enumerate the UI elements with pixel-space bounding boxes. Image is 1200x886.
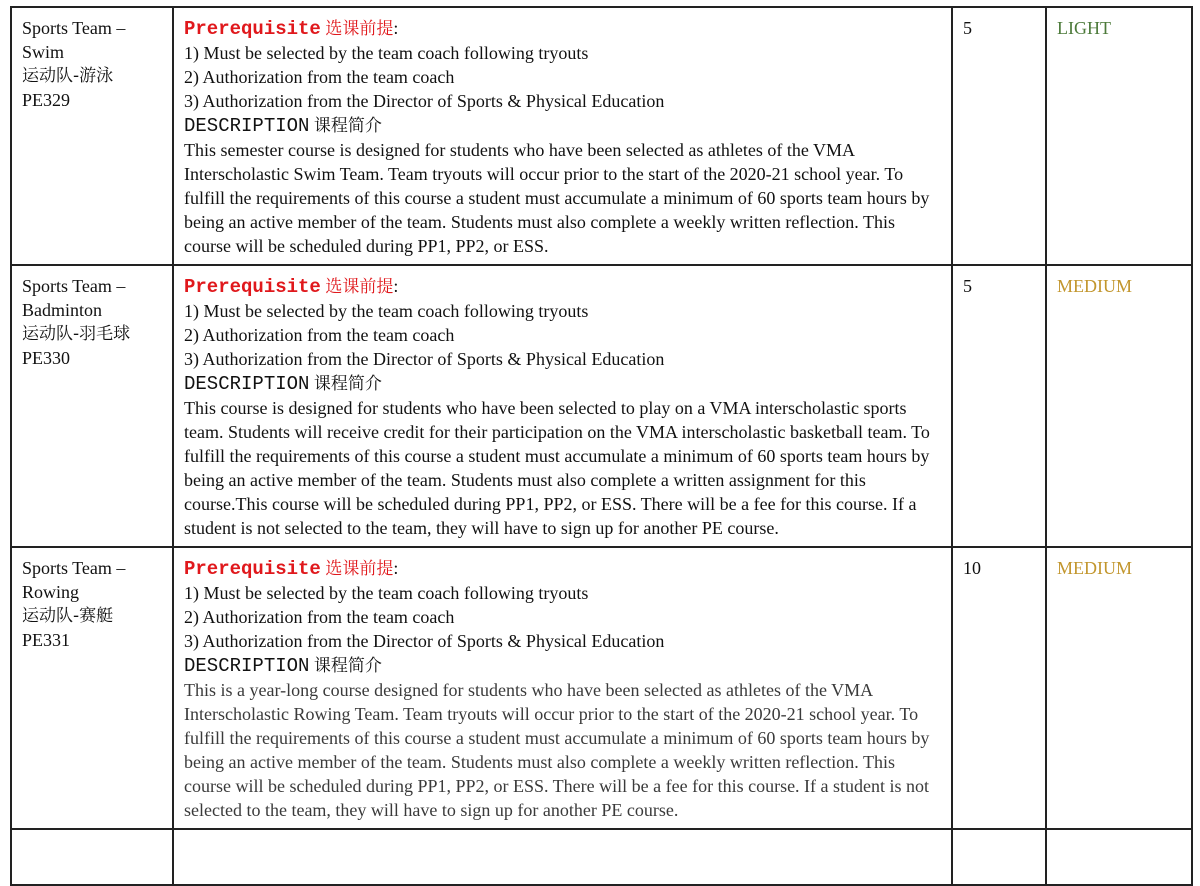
prerequisite-label-cn: 选课前提 bbox=[325, 559, 394, 579]
description-label-cn: 课程简介 bbox=[313, 656, 382, 676]
course-name-sport: Badminton bbox=[22, 300, 102, 320]
table-row bbox=[11, 265, 1192, 547]
course-code: PE331 bbox=[22, 630, 71, 650]
prerequisite-item: 2) Authorization from the team coach bbox=[184, 325, 455, 345]
prerequisite-item: 2) Authorization from the team coach bbox=[184, 607, 455, 627]
prerequisite-heading bbox=[184, 274, 941, 299]
intensity-cell bbox=[1046, 7, 1192, 265]
prerequisite-label-cn: 选课前提 bbox=[325, 277, 394, 297]
prerequisite-item: 3) Authorization from the Director of Sports & Physical Education bbox=[184, 631, 665, 651]
course-name-line: Sports Team – bbox=[22, 558, 126, 578]
table-row bbox=[11, 547, 1192, 829]
course-table bbox=[10, 6, 1193, 886]
course-name-sport: Swim bbox=[22, 42, 65, 62]
prerequisite-label: Prerequisite bbox=[184, 558, 321, 580]
description-heading bbox=[184, 653, 941, 678]
course-name-line: Sports Team – bbox=[22, 18, 126, 38]
prerequisite-item: 1) Must be selected by the team coach following tryouts bbox=[184, 301, 589, 321]
course-description: This semester course is designed for students who have been selected as athletes of the VMA Interscholastic Swim Team. Team tryouts will occur prior to the start of the 2020-21 school year. To fulfill the requirements of this course a student must accumulate a minimum of 60 sports team hours by being an active member of the team. Students must also complete a weekly written reflection. This course will be scheduled during PP1, PP2, or ESS. bbox=[184, 140, 930, 256]
intensity-cell bbox=[1046, 265, 1192, 547]
description-label-cn: 课程简介 bbox=[313, 374, 382, 394]
credits-value: 10 bbox=[963, 558, 981, 578]
empty-cell bbox=[11, 829, 173, 885]
credits-cell bbox=[952, 265, 1046, 547]
course-name-cn: 运动队-羽毛球 bbox=[22, 324, 131, 344]
intensity-badge: MEDIUM bbox=[1057, 558, 1132, 578]
intensity-cell bbox=[1046, 547, 1192, 829]
course-detail-cell bbox=[173, 7, 952, 265]
course-name-cn: 运动队-赛艇 bbox=[22, 606, 114, 626]
prerequisite-heading bbox=[184, 16, 941, 41]
table-row bbox=[11, 829, 1192, 885]
prerequisite-colon: : bbox=[393, 276, 399, 296]
prerequisite-item: 2) Authorization from the team coach bbox=[184, 67, 455, 87]
description-label: DESCRIPTION bbox=[184, 373, 310, 395]
course-name-line: Sports Team – bbox=[22, 276, 126, 296]
description-label-cn: 课程简介 bbox=[313, 116, 382, 136]
intensity-badge: MEDIUM bbox=[1057, 276, 1132, 296]
course-detail-cell bbox=[173, 265, 952, 547]
prerequisite-heading bbox=[184, 556, 941, 581]
description-label: DESCRIPTION bbox=[184, 115, 310, 137]
course-name-cell bbox=[11, 265, 173, 547]
course-name-cell bbox=[11, 7, 173, 265]
prerequisite-item: 3) Authorization from the Director of Sports & Physical Education bbox=[184, 91, 665, 111]
prerequisite-item: 3) Authorization from the Director of Sports & Physical Education bbox=[184, 349, 665, 369]
prerequisite-colon: : bbox=[393, 558, 399, 578]
prerequisite-label-cn: 选课前提 bbox=[325, 19, 394, 39]
credits-cell bbox=[952, 547, 1046, 829]
description-label: DESCRIPTION bbox=[184, 655, 310, 677]
empty-cell bbox=[952, 829, 1046, 885]
course-code: PE330 bbox=[22, 348, 71, 368]
table-row bbox=[11, 7, 1192, 265]
course-description: This course is designed for students who have been selected to play on a VMA interscholastic sports team. Students will receive credit for their participation on the VMA interscholastic basketball team. To fulfill the requirements of this course a student must accumulate a minimum of 60 sports team hours by being an active member of the team. Students must also complete a written assignment for this course.This course will be scheduled during PP1, PP2, or ESS. There will be a fee for this course. If a student is not selected to the team, they will have to sign up for another PE course. bbox=[184, 398, 930, 538]
prerequisite-label: Prerequisite bbox=[184, 18, 321, 40]
credits-value: 5 bbox=[963, 276, 972, 296]
course-code: PE329 bbox=[22, 90, 71, 110]
description-heading bbox=[184, 371, 941, 396]
prerequisite-colon: : bbox=[393, 18, 399, 38]
intensity-badge: LIGHT bbox=[1057, 18, 1111, 38]
course-description: This is a year-long course designed for students who have been selected as athletes of the VMA Interscholastic Rowing Team. Team tryouts will occur prior to the start of the 2020-21 school year. To fulfill the requirements of this course a student must accumulate a minimum of 60 sports team hours by being an active member of the team. Students must also complete a weekly written reflection. This course will be scheduled during PP1, PP2, or ESS. There will be a fee for this course. If a student is not selected to the team, they will have to sign up for another PE course. bbox=[184, 680, 930, 820]
prerequisite-item: 1) Must be selected by the team coach following tryouts bbox=[184, 43, 589, 63]
credits-cell bbox=[952, 7, 1046, 265]
empty-cell bbox=[173, 829, 952, 885]
course-detail-cell bbox=[173, 547, 952, 829]
credits-value: 5 bbox=[963, 18, 972, 38]
course-name-sport: Rowing bbox=[22, 582, 80, 602]
course-name-cn: 运动队-游泳 bbox=[22, 66, 114, 86]
prerequisite-item: 1) Must be selected by the team coach following tryouts bbox=[184, 583, 589, 603]
description-heading bbox=[184, 113, 941, 138]
prerequisite-label: Prerequisite bbox=[184, 276, 321, 298]
course-name-cell bbox=[11, 547, 173, 829]
empty-cell bbox=[1046, 829, 1192, 885]
